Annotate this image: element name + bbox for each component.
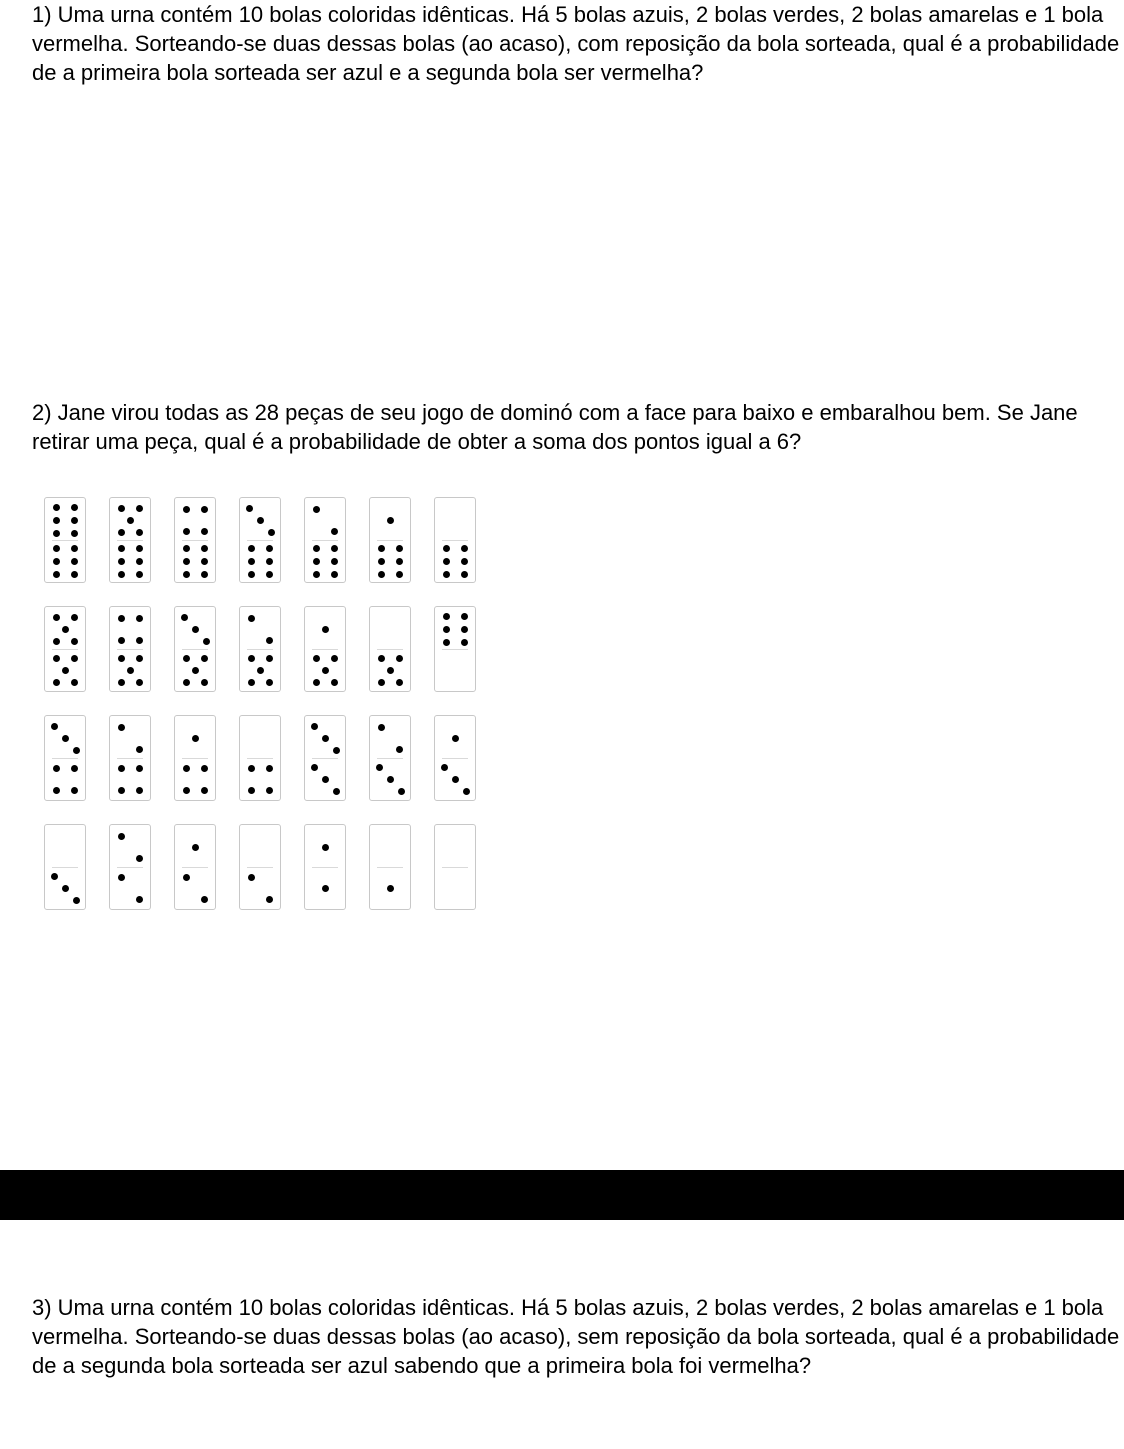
domino-half-top bbox=[305, 500, 345, 540]
domino-pip bbox=[62, 885, 69, 892]
domino-tile-2-6 bbox=[304, 497, 346, 583]
domino-pip bbox=[396, 571, 403, 578]
domino-pip bbox=[53, 571, 60, 578]
domino-pip bbox=[71, 655, 78, 662]
domino-half-bottom bbox=[305, 868, 345, 908]
domino-pip bbox=[183, 874, 190, 881]
domino-pip bbox=[378, 545, 385, 552]
domino-pip bbox=[71, 504, 78, 511]
domino-pip bbox=[378, 558, 385, 565]
domino-pip bbox=[322, 776, 329, 783]
domino-half-top bbox=[45, 718, 85, 758]
domino-pip bbox=[136, 571, 143, 578]
domino-pip bbox=[53, 558, 60, 565]
domino-pip bbox=[53, 787, 60, 794]
domino-pip bbox=[183, 571, 190, 578]
domino-pip bbox=[396, 558, 403, 565]
domino-pip bbox=[441, 764, 448, 771]
domino-pip bbox=[378, 655, 385, 662]
domino-pip bbox=[201, 571, 208, 578]
domino-pip bbox=[322, 667, 329, 674]
domino-pip bbox=[51, 723, 58, 730]
domino-half-top bbox=[175, 500, 215, 540]
domino-pip bbox=[268, 529, 275, 536]
domino-pip bbox=[71, 545, 78, 552]
domino-tile-0-6 bbox=[434, 497, 476, 583]
domino-pip bbox=[396, 545, 403, 552]
domino-pip bbox=[136, 679, 143, 686]
domino-pip bbox=[248, 615, 255, 622]
domino-half-bottom bbox=[435, 541, 475, 581]
domino-pip bbox=[266, 787, 273, 794]
domino-half-bottom bbox=[175, 868, 215, 908]
domino-pip bbox=[248, 655, 255, 662]
domino-half-top bbox=[110, 609, 150, 649]
domino-pip bbox=[53, 765, 60, 772]
domino-half-bottom bbox=[435, 868, 475, 908]
domino-pip bbox=[248, 545, 255, 552]
domino-pip bbox=[201, 679, 208, 686]
domino-pip bbox=[461, 626, 468, 633]
domino-tile-1-3 bbox=[434, 715, 476, 801]
domino-pip bbox=[118, 505, 125, 512]
domino-pip bbox=[183, 787, 190, 794]
domino-pip bbox=[136, 787, 143, 794]
domino-pip bbox=[183, 655, 190, 662]
domino-half-bottom bbox=[45, 759, 85, 799]
domino-half-bottom bbox=[240, 650, 280, 690]
domino-pip bbox=[396, 746, 403, 753]
domino-pip bbox=[387, 517, 394, 524]
domino-tile-1-2 bbox=[174, 824, 216, 910]
domino-pip bbox=[248, 787, 255, 794]
domino-pip bbox=[201, 528, 208, 535]
domino-half-top bbox=[110, 718, 150, 758]
domino-half-top bbox=[370, 718, 410, 758]
domino-pip bbox=[71, 765, 78, 772]
domino-half-top bbox=[175, 609, 215, 649]
domino-pip bbox=[313, 655, 320, 662]
domino-half-bottom bbox=[240, 759, 280, 799]
domino-pip bbox=[246, 505, 253, 512]
domino-half-top bbox=[110, 500, 150, 540]
domino-pip bbox=[53, 545, 60, 552]
domino-half-bottom bbox=[370, 759, 410, 799]
domino-pip bbox=[71, 614, 78, 621]
domino-half-bottom bbox=[45, 650, 85, 690]
domino-tile-2-3 bbox=[369, 715, 411, 801]
domino-pip bbox=[136, 746, 143, 753]
domino-half-bottom bbox=[240, 541, 280, 581]
domino-pip bbox=[333, 747, 340, 754]
domino-tile-2-4 bbox=[109, 715, 151, 801]
domino-half-top bbox=[240, 609, 280, 649]
domino-pip bbox=[452, 735, 459, 742]
domino-half-bottom bbox=[240, 868, 280, 908]
domino-pip bbox=[387, 885, 394, 892]
domino-half-top bbox=[45, 609, 85, 649]
domino-pip bbox=[71, 787, 78, 794]
domino-tile-0-2 bbox=[239, 824, 281, 910]
domino-pip bbox=[71, 530, 78, 537]
domino-pip bbox=[73, 897, 80, 904]
domino-tile-1-1 bbox=[304, 824, 346, 910]
domino-pip bbox=[53, 504, 60, 511]
domino-pip bbox=[181, 614, 188, 621]
domino-pip bbox=[53, 530, 60, 537]
domino-pip bbox=[71, 679, 78, 686]
domino-pip bbox=[71, 517, 78, 524]
domino-pip bbox=[53, 655, 60, 662]
domino-half-bottom bbox=[305, 759, 345, 799]
domino-pip bbox=[136, 558, 143, 565]
domino-pip bbox=[136, 505, 143, 512]
domino-pip bbox=[53, 614, 60, 621]
domino-set-grid bbox=[44, 497, 484, 917]
domino-pip bbox=[192, 626, 199, 633]
domino-pip bbox=[322, 735, 329, 742]
domino-half-top bbox=[175, 827, 215, 867]
domino-tile-1-4 bbox=[174, 715, 216, 801]
domino-pip bbox=[331, 655, 338, 662]
domino-tile-5-5 bbox=[44, 606, 86, 692]
domino-pip bbox=[322, 885, 329, 892]
domino-pip bbox=[266, 571, 273, 578]
domino-tile-3-5 bbox=[174, 606, 216, 692]
domino-pip bbox=[452, 776, 459, 783]
domino-tile-4-6 bbox=[174, 497, 216, 583]
domino-half-top bbox=[240, 827, 280, 867]
domino-tile-6-6 bbox=[44, 497, 86, 583]
domino-pip bbox=[266, 558, 273, 565]
domino-pip bbox=[136, 855, 143, 862]
domino-half-bottom bbox=[175, 541, 215, 581]
domino-half-bottom bbox=[175, 650, 215, 690]
domino-pip bbox=[183, 765, 190, 772]
domino-pip bbox=[461, 545, 468, 552]
domino-half-bottom bbox=[175, 759, 215, 799]
domino-half-top bbox=[435, 718, 475, 758]
domino-pip bbox=[127, 517, 134, 524]
domino-pip bbox=[461, 613, 468, 620]
domino-pip bbox=[136, 615, 143, 622]
domino-pip bbox=[248, 558, 255, 565]
domino-pip bbox=[192, 844, 199, 851]
domino-pip bbox=[461, 639, 468, 646]
domino-pip bbox=[443, 545, 450, 552]
domino-pip bbox=[257, 667, 264, 674]
domino-pip bbox=[201, 896, 208, 903]
domino-half-bottom bbox=[45, 541, 85, 581]
domino-pip bbox=[62, 667, 69, 674]
domino-pip bbox=[118, 655, 125, 662]
domino-tile-2-5 bbox=[239, 606, 281, 692]
domino-pip bbox=[311, 764, 318, 771]
domino-half-bottom bbox=[370, 541, 410, 581]
domino-pip bbox=[118, 571, 125, 578]
domino-pip bbox=[266, 765, 273, 772]
domino-half-top bbox=[240, 718, 280, 758]
domino-pip bbox=[118, 874, 125, 881]
domino-pip bbox=[73, 747, 80, 754]
domino-pip bbox=[331, 545, 338, 552]
domino-pip bbox=[313, 545, 320, 552]
domino-pip bbox=[71, 558, 78, 565]
domino-tile-0-1 bbox=[369, 824, 411, 910]
domino-pip bbox=[71, 638, 78, 645]
domino-pip bbox=[311, 723, 318, 730]
domino-pip bbox=[118, 615, 125, 622]
question-3-text: 3) Uma urna contém 10 bolas coloridas idênticas. Há 5 bolas azuis, 2 bolas verdes, 2 bolas amarelas e 1 bola vermelha. Sorteando-se duas dessas bolas (ao acaso), sem reposição da bola sorteada, qual é a probabilidade de a segunda bola sorteada ser azul sabendo que a primeira bola foi vermelha? bbox=[32, 1295, 1120, 1378]
domino-pip bbox=[266, 545, 273, 552]
domino-tile-1-6 bbox=[369, 497, 411, 583]
domino-pip bbox=[378, 724, 385, 731]
domino-half-top bbox=[240, 500, 280, 540]
domino-pip bbox=[118, 833, 125, 840]
domino-pip bbox=[118, 787, 125, 794]
black-redaction-bar bbox=[0, 1170, 1124, 1220]
domino-half-bottom bbox=[45, 868, 85, 908]
domino-pip bbox=[398, 788, 405, 795]
domino-pip bbox=[183, 528, 190, 535]
domino-pip bbox=[192, 735, 199, 742]
domino-half-top bbox=[305, 609, 345, 649]
domino-pip bbox=[136, 637, 143, 644]
domino-tile-5-6 bbox=[109, 497, 151, 583]
domino-pip bbox=[443, 626, 450, 633]
domino-half-top bbox=[175, 718, 215, 758]
domino-pip bbox=[183, 558, 190, 565]
domino-pip bbox=[136, 545, 143, 552]
domino-pip bbox=[461, 558, 468, 565]
domino-half-bottom bbox=[110, 541, 150, 581]
domino-half-top bbox=[435, 609, 475, 649]
domino-tile-1-5 bbox=[304, 606, 346, 692]
domino-pip bbox=[266, 896, 273, 903]
domino-pip bbox=[136, 765, 143, 772]
domino-pip bbox=[266, 679, 273, 686]
domino-half-top bbox=[305, 718, 345, 758]
domino-half-bottom bbox=[435, 650, 475, 690]
domino-pip bbox=[461, 571, 468, 578]
domino-pip bbox=[376, 764, 383, 771]
domino-half-top bbox=[110, 827, 150, 867]
domino-pip bbox=[53, 679, 60, 686]
domino-half-bottom bbox=[305, 650, 345, 690]
domino-pip bbox=[201, 787, 208, 794]
domino-pip bbox=[53, 638, 60, 645]
domino-tile-6-0 bbox=[434, 606, 476, 692]
domino-half-bottom bbox=[370, 868, 410, 908]
domino-pip bbox=[248, 571, 255, 578]
domino-pip bbox=[118, 558, 125, 565]
domino-tile-0-4 bbox=[239, 715, 281, 801]
domino-pip bbox=[378, 679, 385, 686]
domino-pip bbox=[248, 679, 255, 686]
domino-half-bottom bbox=[110, 759, 150, 799]
domino-pip bbox=[62, 626, 69, 633]
domino-pip bbox=[313, 506, 320, 513]
domino-pip bbox=[201, 765, 208, 772]
domino-pip bbox=[443, 571, 450, 578]
domino-pip bbox=[248, 874, 255, 881]
domino-pip bbox=[118, 637, 125, 644]
domino-pip bbox=[51, 873, 58, 880]
domino-pip bbox=[387, 667, 394, 674]
domino-tile-3-3 bbox=[304, 715, 346, 801]
domino-pip bbox=[313, 558, 320, 565]
domino-half-top bbox=[435, 827, 475, 867]
domino-pip bbox=[183, 679, 190, 686]
domino-pip bbox=[333, 788, 340, 795]
domino-pip bbox=[266, 637, 273, 644]
domino-tile-0-3 bbox=[44, 824, 86, 910]
domino-pip bbox=[201, 545, 208, 552]
domino-tile-2-2 bbox=[109, 824, 151, 910]
domino-half-bottom bbox=[305, 541, 345, 581]
domino-half-top bbox=[370, 827, 410, 867]
domino-pip bbox=[266, 655, 273, 662]
domino-pip bbox=[201, 655, 208, 662]
domino-pip bbox=[331, 571, 338, 578]
domino-half-top bbox=[435, 500, 475, 540]
domino-pip bbox=[201, 558, 208, 565]
domino-pip bbox=[331, 679, 338, 686]
domino-pip bbox=[396, 655, 403, 662]
domino-pip bbox=[257, 517, 264, 524]
domino-pip bbox=[118, 679, 125, 686]
domino-half-top bbox=[370, 500, 410, 540]
domino-half-bottom bbox=[110, 868, 150, 908]
domino-pip bbox=[71, 571, 78, 578]
domino-half-top bbox=[45, 827, 85, 867]
domino-pip bbox=[136, 896, 143, 903]
domino-tile-3-6 bbox=[239, 497, 281, 583]
domino-tile-4-5 bbox=[109, 606, 151, 692]
domino-pip bbox=[183, 506, 190, 513]
domino-half-bottom bbox=[435, 759, 475, 799]
domino-pip bbox=[127, 667, 134, 674]
domino-pip bbox=[201, 506, 208, 513]
domino-half-top bbox=[305, 827, 345, 867]
domino-pip bbox=[463, 788, 470, 795]
domino-pip bbox=[443, 613, 450, 620]
question-1-text: 1) Uma urna contém 10 bolas coloridas idênticas. Há 5 bolas azuis, 2 bolas verdes, 2 bolas amarelas e 1 bola vermelha. Sorteando-se duas dessas bolas (ao acaso), com reposição da bola sorteada, qual é a probabilidade de a primeira bola sorteada ser azul e a segunda bola ser vermelha? bbox=[32, 2, 1120, 85]
domino-pip bbox=[322, 844, 329, 851]
domino-pip bbox=[331, 528, 338, 535]
domino-pip bbox=[136, 529, 143, 536]
domino-pip bbox=[136, 655, 143, 662]
domino-half-top bbox=[370, 609, 410, 649]
domino-tile-0-0 bbox=[434, 824, 476, 910]
question-2-text: 2) Jane virou todas as 28 peças de seu jogo de dominó com a face para baixo e embaralhou bem. Se Jane retirar uma peça, qual é a probabilidade de obter a soma dos pontos igual a 6? bbox=[32, 400, 1078, 454]
domino-half-top bbox=[45, 500, 85, 540]
domino-pip bbox=[203, 638, 210, 645]
domino-pip bbox=[118, 529, 125, 536]
domino-pip bbox=[183, 545, 190, 552]
domino-pip bbox=[387, 776, 394, 783]
domino-pip bbox=[248, 765, 255, 772]
domino-pip bbox=[118, 545, 125, 552]
domino-pip bbox=[322, 626, 329, 633]
domino-pip bbox=[378, 571, 385, 578]
domino-pip bbox=[396, 679, 403, 686]
domino-half-bottom bbox=[370, 650, 410, 690]
domino-pip bbox=[53, 517, 60, 524]
domino-tile-0-5 bbox=[369, 606, 411, 692]
domino-pip bbox=[192, 667, 199, 674]
domino-pip bbox=[118, 765, 125, 772]
domino-pip bbox=[331, 558, 338, 565]
domino-pip bbox=[62, 735, 69, 742]
domino-pip bbox=[118, 724, 125, 731]
domino-half-bottom bbox=[110, 650, 150, 690]
domino-pip bbox=[443, 639, 450, 646]
domino-pip bbox=[313, 571, 320, 578]
domino-pip bbox=[313, 679, 320, 686]
domino-pip bbox=[443, 558, 450, 565]
domino-tile-3-4 bbox=[44, 715, 86, 801]
